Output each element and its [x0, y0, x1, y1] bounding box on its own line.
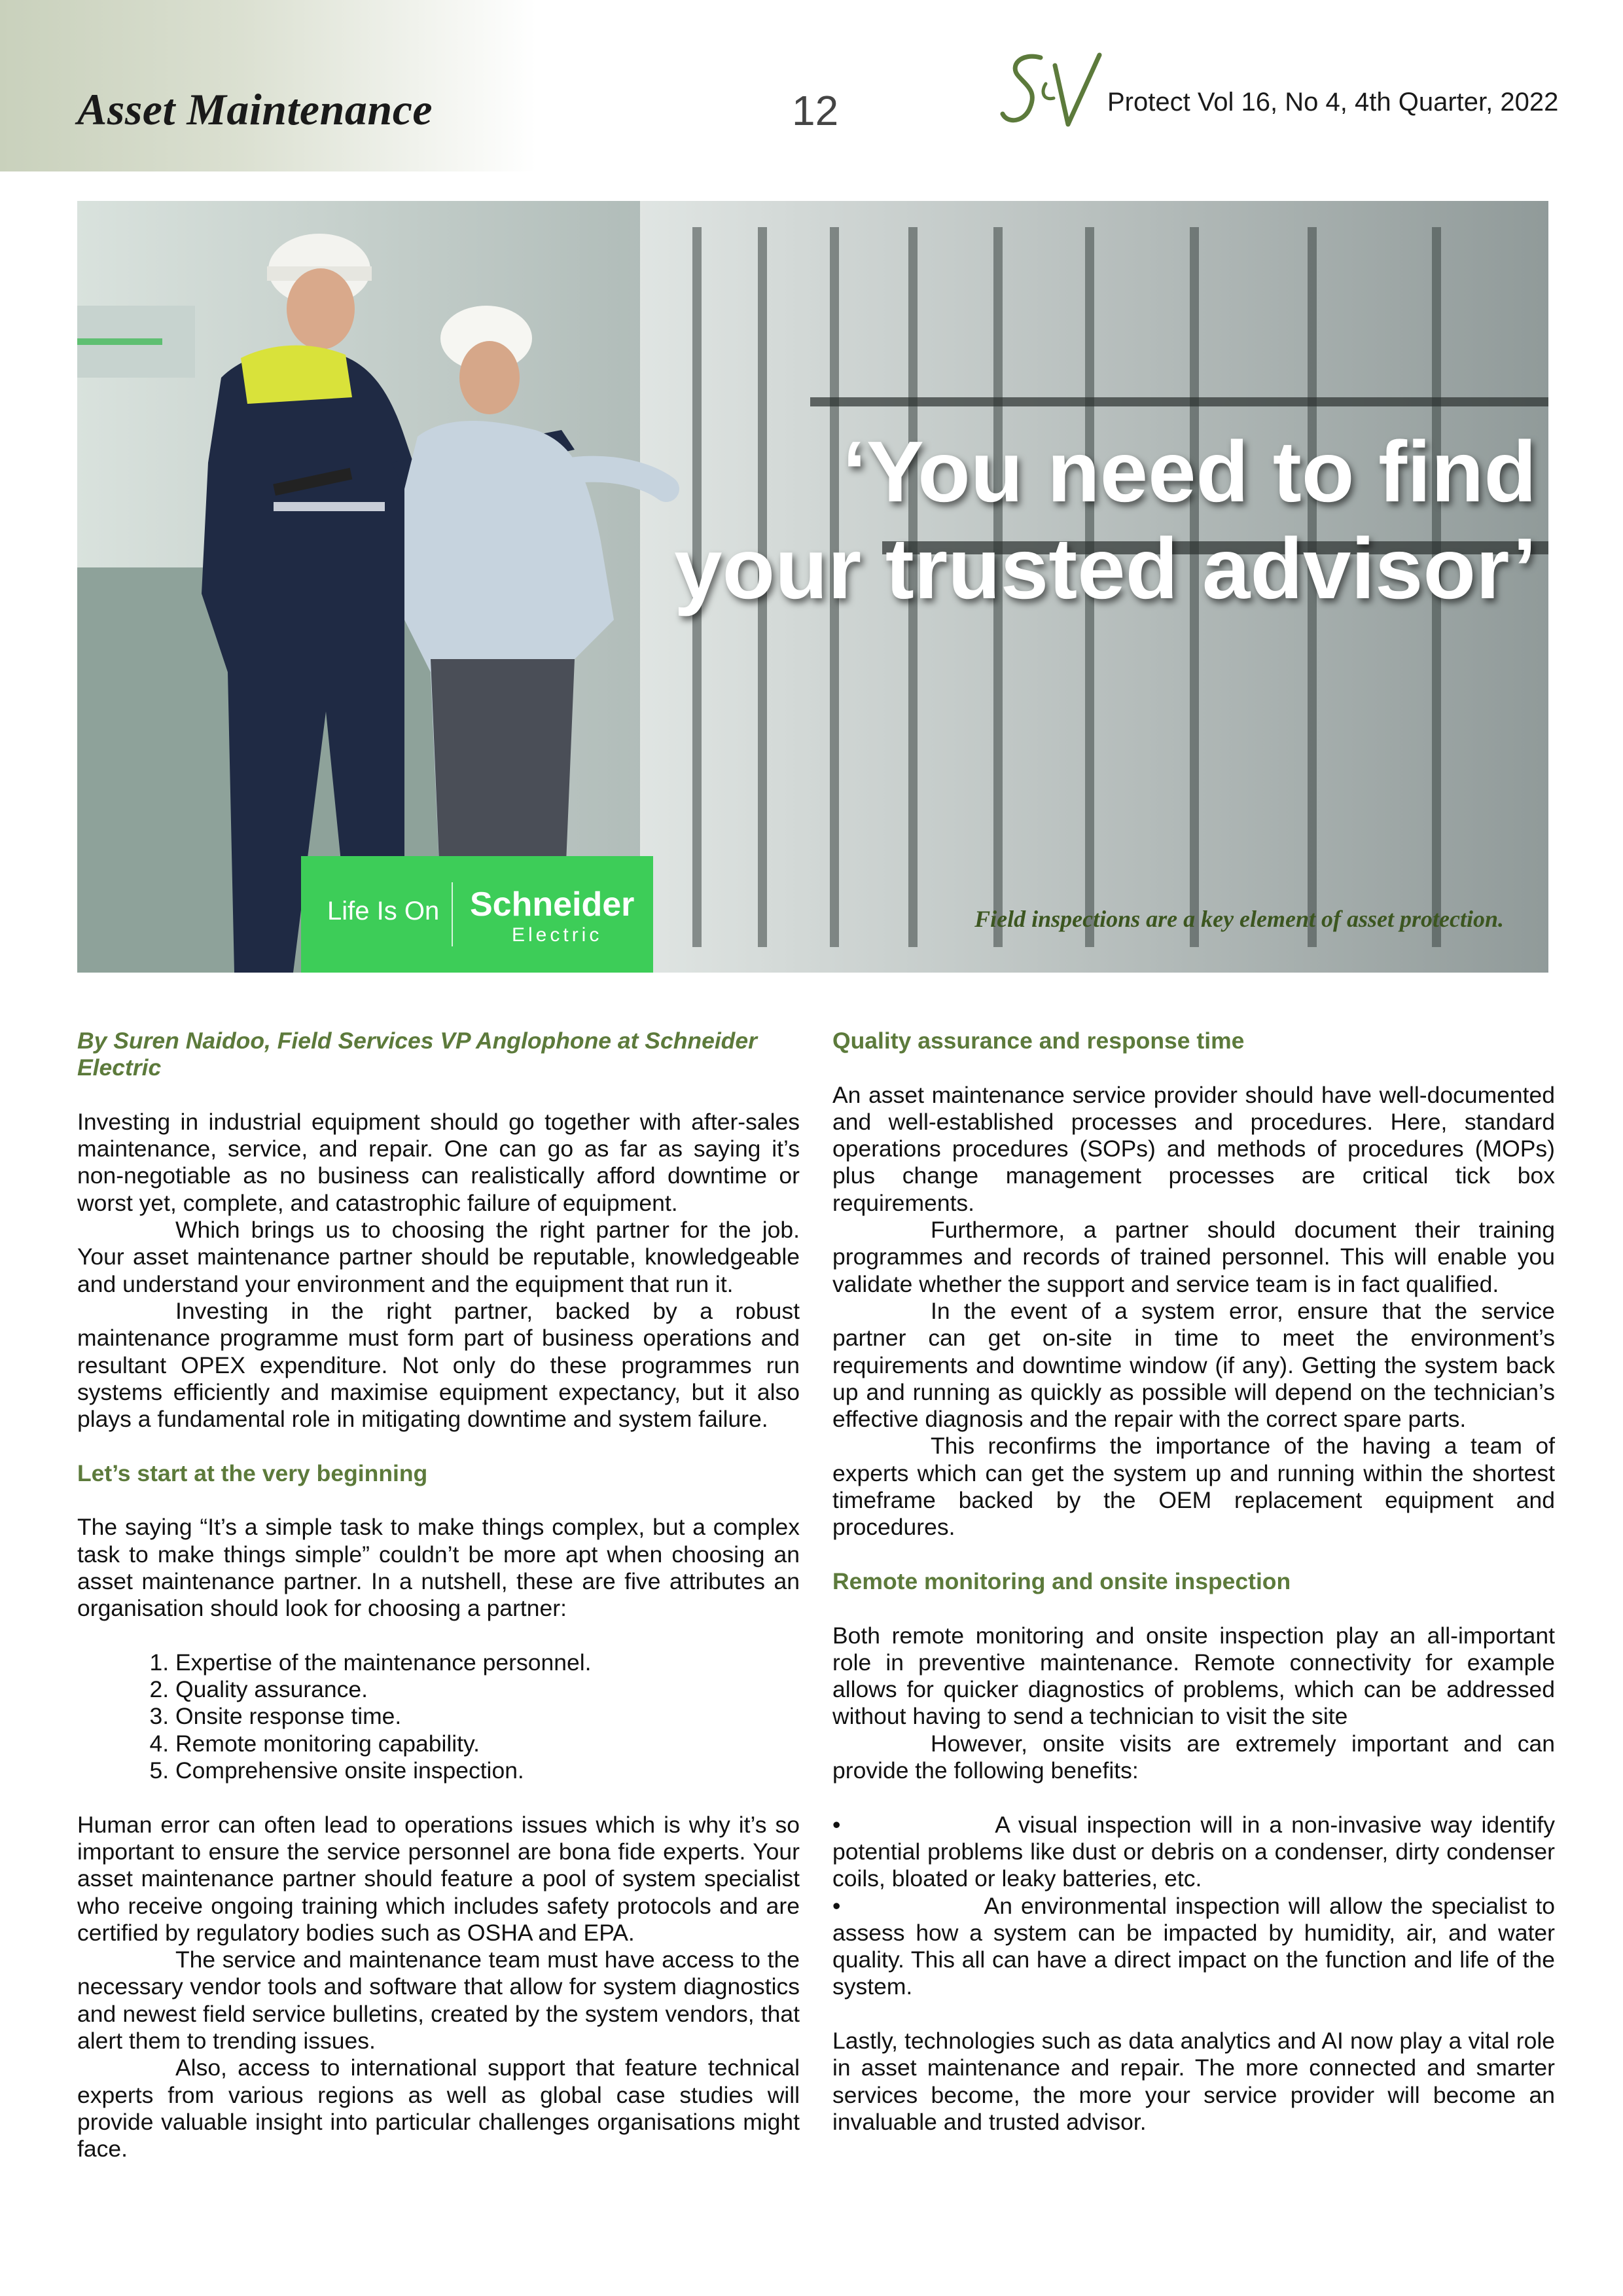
paragraph: Lastly, technologies such as data analytics and AI now play a vital role in asset maintenance and repair. The more connected and smarter services become, the more your service provider will become an invaluable and trusted advisor. — [832, 2027, 1555, 2135]
article-column-right — [832, 1028, 1561, 2136]
life-is-on-label: Life Is On — [327, 897, 440, 925]
list-item: 5. Comprehensive onsite inspection. — [175, 1757, 800, 1784]
subheading: Remote monitoring and onsite inspection — [832, 1568, 1291, 1594]
list-item: 3. Onsite response time. — [175, 1703, 800, 1730]
issue-info: Protect Vol 16, No 4, 4th Quarter, 2022 — [1107, 88, 1559, 117]
electric-label: Electric — [512, 924, 603, 946]
schneider-label: Schneider — [470, 886, 635, 924]
bullet-item: • A visual inspection will in a non-invasive way identify potential problems like dust or debris on a condenser, dirty condenser coils, bloated or leaky batteries, etc. — [832, 1811, 1561, 1892]
paragraph: Both remote monitoring and onsite inspection play an all-important role in preventive maintenance. Remote connectivity for example allows for quicker diagnostics of problems, which can be addressed without having to send a technician to visit the site — [832, 1622, 1555, 1730]
hero-image — [77, 201, 1548, 973]
bullet-item: • An environmental inspection will allow the specialist to assess how a system can be impacted by humidity, air, and water quality. This all can have a direct impact on the function and life of the system. — [832, 1892, 1561, 2000]
paragraph: Investing in industrial equipment should go together with after-sales maintenance, service, and repair. One can go as far as saying it’s non-negotiable as no business can realistically afford downtime or worst yet, complete, and catastrophic failure of equipment. — [77, 1108, 800, 1216]
paragraph: The service and maintenance team must have access to the necessary vendor tools and software that allow for system diagnostics and newest field service bulletins, created by the system vendors, that alert them to trending issues. — [77, 1946, 800, 2054]
magazine-logo — [995, 46, 1106, 144]
schneider-logo-box — [301, 856, 653, 973]
paragraph: Human error can often lead to operations issues which is why it’s so important to ensure the service personnel are bona fide experts. Your asset maintenance partner should feature a pool of system specialist who receive ongoing training which includes safety protocols and are certified by regulatory bodies such as OSHA and EPA. — [77, 1811, 800, 1946]
logo-divider — [452, 882, 453, 946]
subheading: Let’s start at the very beginning — [77, 1460, 428, 1486]
section-title: Asset Maintenance — [77, 84, 433, 134]
headline-line-1: ‘You need to find — [842, 423, 1537, 520]
paragraph: The saying “It’s a simple task to make things complex, but a complex task to make things simple” couldn’t be more apt when choosing an asset maintenance partner. In a nutshell, these are five attributes an organisation should look for choosing a partner: — [77, 1514, 800, 1622]
byline: By Suren Naidoo, Field Services VP Anglophone at Schneider Electric — [77, 1028, 757, 1081]
headline-line-2: your trusted advisor’ — [674, 520, 1537, 617]
paragraph: Furthermore, a partner should document their training programmes and records of trained personnel. This will enable you validate whether the support and service team is in fact qualified. — [832, 1217, 1555, 1297]
page-number: 12 — [792, 87, 839, 134]
paragraph: However, onsite visits are extremely important and can provide the following benefits: — [832, 1730, 1555, 1784]
paragraph: Which brings us to choosing the right partner for the job. Your asset maintenance partner should be reputable, knowledgeable and understand your environment and the equipment that run it. — [77, 1217, 800, 1297]
attributes-list — [77, 1649, 800, 1784]
paragraph: An asset maintenance service provider should have well-documented and well-established processes and procedures. Here, standard operations procedures (SOPs) and methods of procedures (MOPs) plus change management processes are critical tick box requirements. — [832, 1081, 1555, 1216]
paragraph: Also, access to international support that feature technical experts from various regions as well as global case studies will provide valuable insight into particular challenges organisations might face. — [77, 2054, 800, 2162]
paragraph: In the event of a system error, ensure that the service partner can get on-site in time to meet the environment’s requirements and downtime window (if any). Getting the system back up and running as quickly as possible will depend on the technician’s effective diagnosis and the repair with the correct spare parts. — [832, 1297, 1555, 1433]
list-item: 2. Quality assurance. — [175, 1676, 800, 1703]
article-column-left — [77, 1028, 800, 2162]
paragraph: Investing in the right partner, backed by a robust maintenance programme must form part of business operations and resultant OPEX expenditure. Not only do these programmes run systems efficiently and maximise equipment expectancy, but it also plays a fundamental role in mitigating downtime and system failure. — [77, 1297, 800, 1433]
subheading: Quality assurance and response time — [832, 1028, 1245, 1054]
list-item: 4. Remote monitoring capability. — [175, 1731, 800, 1757]
list-item: 1. Expertise of the maintenance personnel. — [175, 1649, 800, 1676]
photo-caption: Field inspections are a key element of asset protection. — [974, 906, 1504, 932]
headline — [674, 423, 1537, 617]
paragraph: This reconfirms the importance of the having a team of experts which can get the system up and running within the shortest timeframe backed by the OEM replacement equipment and procedures. — [832, 1433, 1555, 1541]
